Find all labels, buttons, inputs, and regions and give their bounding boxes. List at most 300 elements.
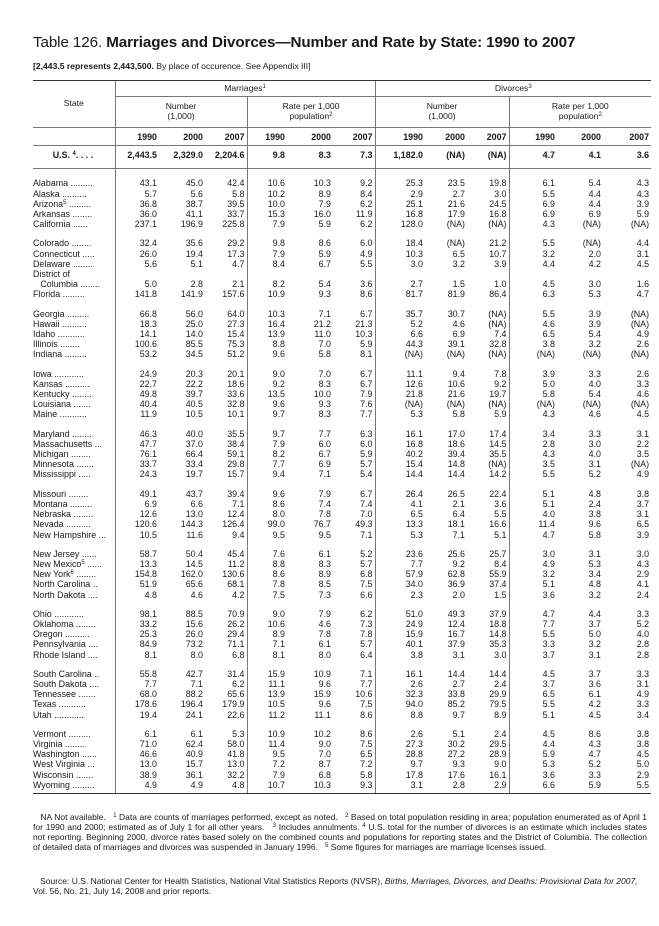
table-cell: 3.3	[509, 639, 557, 649]
table-cell: 26.5	[447, 488, 465, 499]
table-cell: 4.1	[557, 146, 603, 169]
table-cell: 21.6	[447, 389, 465, 400]
table-row	[33, 729, 651, 739]
table-cell: 33.8	[447, 689, 465, 700]
table-cell: 6.5	[509, 689, 557, 699]
table-cell: (NA)	[582, 349, 601, 360]
source-tail: Vol. 56, No. 21, July 14, 2008 and prior reports.	[33, 886, 212, 896]
table-cell: 6.9	[318, 459, 331, 470]
table-cell: (NA)	[375, 349, 425, 359]
table-cell: 10.0	[313, 389, 331, 400]
table-cell: 21.6	[447, 198, 465, 209]
state-name: West Virginia ...	[33, 759, 95, 770]
table-cell: 4.5	[636, 749, 650, 760]
table-cell: 8.7	[318, 759, 331, 770]
table-cell: 49.8	[115, 389, 159, 399]
table-cell: 4.7	[588, 749, 601, 760]
table-cell: 6.8	[360, 569, 373, 580]
table-cell: 10.3	[375, 249, 425, 259]
table-cell: 3.3	[636, 699, 650, 710]
year-header: 1990	[509, 128, 557, 146]
table-cell: 8.2	[247, 279, 287, 289]
footnote-3: Includes annulments.	[278, 822, 360, 832]
state-name: Kentucky ........	[33, 389, 92, 400]
table-row	[33, 689, 651, 699]
table-cell: 8.8	[247, 339, 287, 349]
group-spacer	[33, 229, 651, 238]
table-cell: 120.6	[115, 519, 159, 529]
table-cell: (NA)	[467, 146, 509, 169]
table-cell: 51.0	[375, 609, 425, 619]
table-cell: 4.3	[509, 219, 557, 229]
table-cell: 33.7	[115, 459, 159, 469]
table-cell: 41.1	[185, 209, 203, 220]
table-cell: 3.8	[636, 488, 650, 499]
table-cell: 5.6	[115, 259, 159, 269]
state-name: New Mexico$^5$ ......	[33, 558, 102, 569]
table-cell: 20.3	[185, 368, 203, 379]
table-cell: 6.5	[360, 749, 373, 760]
table-cell: 25.1	[375, 199, 425, 209]
state-name: Wisconsin .......	[33, 769, 94, 780]
table-cell: 6.8	[232, 649, 245, 660]
table-cell: 25.3	[375, 178, 425, 188]
table-cell: 17.3	[227, 248, 245, 259]
table-cell: 7.6	[360, 399, 373, 410]
table-cell: 35.3	[489, 639, 507, 650]
table-cell: (NA)	[446, 219, 465, 230]
table-cell: 5.7	[115, 189, 159, 199]
state-name: Minnesota .......	[33, 459, 94, 470]
table-cell: (NA)	[488, 308, 507, 319]
table-cell: 3.3	[588, 428, 601, 439]
table-cell: 29.9	[489, 689, 507, 700]
table-cell: 4.2	[232, 589, 245, 600]
table-cell: 2.0	[452, 589, 465, 600]
table-cell: 14.8	[489, 629, 507, 640]
table-cell: 57.9	[375, 569, 425, 579]
table-cell: 4.9	[636, 469, 650, 480]
table-cell: 6.1	[115, 729, 159, 739]
table-cell: 144.3	[180, 519, 203, 530]
table-cell: 4.2	[588, 699, 601, 710]
table-cell: 10.7	[489, 248, 507, 259]
table-cell: 5.7	[360, 639, 373, 650]
table-cell: 8.4	[360, 188, 373, 199]
table-cell: (NA)	[582, 238, 601, 249]
table-cell: 7.1	[232, 498, 245, 509]
table-cell: 3.1	[636, 509, 650, 520]
table-cell: 14.5	[185, 558, 203, 569]
table-cell: 37.9	[489, 608, 507, 619]
table-cell: 70.9	[227, 608, 245, 619]
table-cell: 5.3	[232, 728, 245, 739]
table-cell: 18.6	[447, 438, 465, 449]
table-cell: 28.9	[489, 749, 507, 760]
table-cell: 2.4	[636, 589, 650, 600]
table-cell: 1.5	[452, 279, 465, 290]
table-cell: 6.7	[360, 308, 373, 319]
footnote-1: Data are counts of marriages performed, except as noted.	[119, 812, 338, 822]
table-cell: 7.4	[318, 498, 331, 509]
table-cell: 5.0	[636, 759, 650, 770]
table-cell: 14.5	[489, 438, 507, 449]
table-cell: 2.8	[190, 279, 203, 290]
marriages-rate-header: Rate per 1,000 population$^2$	[247, 97, 375, 128]
table-cell: 5.5	[509, 238, 557, 248]
table-cell: (NA)	[488, 399, 507, 410]
table-cell: 37.9	[447, 639, 465, 650]
table-cell: 5.4	[588, 389, 601, 400]
table-cell: 3.6	[494, 498, 507, 509]
table-cell: 17.0	[447, 428, 465, 439]
table-cell: 4.6	[190, 589, 203, 600]
table-cell: 6.9	[115, 499, 159, 509]
table-cell: 4.3	[636, 188, 650, 199]
table-cell: 4.7	[509, 530, 557, 540]
table-cell: 8.4	[494, 558, 507, 569]
table-cell: 7.9	[247, 439, 287, 449]
group-spacer	[33, 600, 651, 609]
table-cell: 36.1	[185, 769, 203, 780]
table-cell: 130.6	[222, 569, 245, 580]
table-cell: 33.7	[227, 209, 245, 220]
table-cell: 7.9	[318, 608, 331, 619]
table-cell: 4.5	[588, 709, 601, 720]
table-cell: 21.2	[489, 238, 507, 249]
table-cell: 13.5	[247, 389, 287, 399]
state-name: Oregon ..........	[33, 629, 90, 640]
state-name: Alaska ..........	[33, 188, 87, 199]
table-cell: 40.9	[185, 749, 203, 760]
table-cell: 4.6	[509, 319, 557, 329]
table-cell: 7.1	[318, 469, 331, 480]
table-cell: 4.3	[509, 409, 557, 419]
table-cell: 128.0	[375, 219, 425, 229]
table-cell: 55.9	[489, 569, 507, 580]
table-cell: 8.1	[247, 650, 287, 660]
table-cell: (NA)	[582, 219, 601, 230]
table-row	[33, 329, 651, 339]
state-name: Montana .........	[33, 498, 93, 509]
table-cell: 8.2	[247, 449, 287, 459]
table-cell: 9.3	[452, 759, 465, 770]
table-cell: 7.9	[360, 389, 373, 400]
table-cell: 5.9	[318, 219, 331, 230]
table-cell: 33.4	[185, 459, 203, 470]
table-cell: 8.9	[247, 629, 287, 639]
table-cell: 7.9	[247, 219, 287, 229]
table-cell: 13.3	[375, 519, 425, 529]
table-cell: 46.6	[115, 749, 159, 759]
table-cell: 68.0	[115, 689, 159, 699]
marriages-number-header: Number (1,000)	[115, 97, 247, 128]
headnote-rest: By place of occurence. See Appendix III]	[153, 61, 311, 71]
table-cell: 81.7	[375, 289, 425, 299]
table-cell: 7.9	[318, 488, 331, 499]
table-cell: 31.4	[227, 668, 245, 679]
table-cell: 10.6	[247, 178, 287, 188]
table-cell: 21.8	[375, 389, 425, 399]
state-name: Wyoming .........	[33, 779, 95, 790]
table-cell: 33.6	[227, 389, 245, 400]
table-cell: 9.4	[232, 529, 245, 540]
table-cell: 10.9	[247, 289, 287, 299]
table-cell: 2.7	[375, 279, 425, 289]
table-cell: 8.0	[190, 649, 203, 660]
table-cell: 11.9	[355, 209, 373, 220]
table-cell: 26.4	[375, 489, 425, 499]
table-cell: 3.2	[588, 639, 601, 650]
year-header: 2000	[287, 128, 333, 146]
table-cell: 40.0	[185, 428, 203, 439]
table-cell: 6.5	[509, 329, 557, 339]
table-cell: (NA)	[509, 349, 557, 359]
table-name: Marriages and Divorces—Number and Rate by State: 1990 to 2007	[106, 34, 576, 51]
divorces-header: Divorces$^3$	[375, 81, 651, 97]
table-cell: 5.0	[588, 629, 601, 640]
group-spacer	[33, 480, 651, 489]
table-cell: 5.4	[588, 178, 601, 189]
table-cell: 5.3	[588, 289, 601, 300]
table-cell: 3.2	[588, 589, 601, 600]
table-cell: 12.6	[375, 379, 425, 389]
table-headnote	[33, 61, 311, 71]
table-cell: 4.9	[360, 248, 373, 259]
table-cell: 10.9	[313, 668, 331, 679]
table-cell: 17.8	[375, 770, 425, 780]
table-cell: 5.1	[509, 579, 557, 589]
table-cell: 9.2	[360, 178, 373, 189]
table-cell: 7.8	[318, 629, 331, 640]
table-cell: (NA)	[630, 219, 650, 230]
table-cell: 2.2	[636, 438, 650, 449]
table-cell: 157.6	[222, 289, 245, 300]
table-cell: 3.0	[375, 259, 425, 269]
table-cell: 8.9	[318, 569, 331, 580]
table-cell: 22.2	[185, 378, 203, 389]
table-cell: 15.3	[247, 209, 287, 219]
table-cell: 8.0	[318, 649, 331, 660]
table-cell: 6.2	[232, 678, 245, 689]
table-cell: 6.8	[318, 769, 331, 780]
table-row	[33, 569, 651, 579]
table-cell: 7.3	[360, 618, 373, 629]
table-row	[33, 489, 651, 499]
table-cell: 2.9	[375, 189, 425, 199]
table-cell: 7.8	[494, 368, 507, 379]
table-cell: (NA)	[446, 349, 465, 360]
table-cell: 10.6	[447, 378, 465, 389]
table-cell: 3.4	[636, 709, 650, 720]
table-cell: 8.6	[247, 499, 287, 509]
table-cell: 51.2	[227, 349, 245, 360]
table-cell: 126.4	[222, 519, 245, 530]
table-cell: 85.2	[447, 699, 465, 710]
table-row	[33, 289, 651, 299]
table-cell: 5.5	[636, 779, 650, 790]
table-cell: 19.7	[489, 389, 507, 400]
table-cell: 6.4	[452, 509, 465, 520]
footnote-na: NA Not available.	[40, 812, 106, 822]
table-cell: (NA)	[488, 349, 507, 360]
state-name: Florida .........	[33, 289, 85, 300]
table-cell: 3.2	[509, 569, 557, 579]
table-cell: 6.9	[509, 209, 557, 219]
table-cell: 5.5	[360, 258, 373, 269]
table-cell: 10.1	[227, 409, 245, 420]
table-cell: 5.1	[509, 499, 557, 509]
table-cell: 7.2	[360, 759, 373, 770]
table-cell: 9.0	[494, 759, 507, 770]
table-cell: 7.6	[247, 549, 287, 559]
table-cell: 62.4	[185, 738, 203, 749]
table-cell: 9.8	[247, 238, 287, 248]
table-row	[33, 579, 651, 589]
table-cell: 16.6	[489, 519, 507, 530]
table-cell: 10.6	[355, 689, 373, 700]
state-name: Idaho ...........	[33, 329, 85, 340]
table-cell: 79.5	[489, 699, 507, 710]
table-cell: 4.4	[588, 188, 601, 199]
table-cell: 7.7	[360, 678, 373, 689]
table-cell: 3.7	[509, 650, 557, 660]
table-cell: 3.7	[509, 679, 557, 689]
table-cell: 100.6	[115, 339, 159, 349]
table-cell: 2.3	[375, 590, 425, 600]
table-cell	[509, 269, 557, 279]
table-cell: 196.9	[180, 219, 203, 230]
table-cell: 6.9	[452, 329, 465, 340]
state-name: Ohio ............	[33, 608, 84, 619]
table-cell: 154.8	[115, 569, 159, 579]
table-cell: 11.1	[247, 679, 287, 689]
table-cell: 7.2	[247, 759, 287, 769]
table-row	[33, 679, 651, 689]
table-cell: 40.4	[115, 399, 159, 409]
table-cell: 6.7	[360, 368, 373, 379]
table-cell: 2.4	[494, 678, 507, 689]
table-cell: 5.5	[509, 189, 557, 199]
table-cell: 10.6	[247, 619, 287, 629]
table-cell: 2.6	[375, 729, 425, 739]
table-cell: 26.0	[115, 249, 159, 259]
table-cell: 4.6	[318, 618, 331, 629]
table-cell: 32.8	[489, 339, 507, 350]
group-spacer	[33, 300, 651, 309]
table-cell: 2.7	[452, 678, 465, 689]
table-cell: 9.6	[318, 678, 331, 689]
table-cell: 7.0	[318, 749, 331, 760]
table-cell: 6.1	[318, 639, 331, 650]
table-title	[33, 34, 633, 51]
table-cell: 10.5	[247, 699, 287, 709]
table-cell: 4.5	[636, 258, 650, 269]
table-row	[33, 639, 651, 649]
table-cell: 10.2	[247, 189, 287, 199]
table-cell: 8.0	[247, 509, 287, 519]
table-row	[33, 269, 651, 279]
table-cell: 5.8	[232, 188, 245, 199]
table-cell: 2.6	[375, 679, 425, 689]
table-cell: 6.6	[509, 780, 557, 790]
table-cell: 7.0	[318, 368, 331, 379]
table-row	[33, 379, 651, 389]
table-cell: 19.4	[185, 248, 203, 259]
year-header: 1990	[115, 128, 159, 146]
table-cell: 3.2	[452, 258, 465, 269]
year-header: 2007	[603, 128, 651, 146]
table-cell: 9.4	[247, 469, 287, 479]
table-cell: 35.6	[185, 238, 203, 249]
table-cell: (NA)	[446, 399, 465, 410]
table-cell: 1.0	[494, 279, 507, 290]
table-row	[33, 279, 651, 289]
table-cell: 5.4	[318, 279, 331, 290]
table-cell: (NA)	[630, 308, 650, 319]
table-cell: 6.2	[360, 198, 373, 209]
table-cell: 25.6	[447, 548, 465, 559]
table-cell: 5.4	[360, 469, 373, 480]
table-cell: 86.4	[489, 289, 507, 300]
table-row	[33, 469, 651, 479]
table-cell: 3.8	[588, 509, 601, 520]
table-cell: 6.5	[375, 509, 425, 519]
table-cell: 7.9	[247, 770, 287, 780]
divorces-number-header: Number (1,000)	[375, 97, 509, 128]
state-name: Hawaii ..........	[33, 318, 87, 329]
table-cell: 3.0	[494, 188, 507, 199]
table-cell: 7.1	[190, 678, 203, 689]
state-name: New Jersey ......	[33, 548, 97, 559]
table-cell: 6.7	[360, 488, 373, 499]
table-cell: (NA)	[488, 318, 507, 329]
table-cell: 5.2	[360, 548, 373, 559]
table-row	[33, 559, 651, 569]
table-cell: 24.5	[489, 198, 507, 209]
table-cell: 13.9	[247, 329, 287, 339]
table-cell: 5.2	[588, 469, 601, 480]
table-cell: (NA)	[375, 399, 425, 409]
table-cell: 10.3	[247, 309, 287, 319]
table-cell: 88.2	[185, 689, 203, 700]
state-name: Maine ...........	[33, 409, 87, 420]
table-cell: 6.7	[318, 258, 331, 269]
state-name: Washington ......	[33, 749, 97, 760]
table-cell: 3.3	[636, 608, 650, 619]
headnote-bold: [2,443.5 represents 2,443,500.	[33, 61, 154, 71]
table-cell: 11.4	[247, 739, 287, 749]
table-cell: 3.0	[588, 438, 601, 449]
table-cell: 3.5	[636, 449, 650, 460]
table-cell: 7.8	[247, 579, 287, 589]
table-cell: 8.9	[318, 188, 331, 199]
table-cell: 10.5	[185, 409, 203, 420]
table-body	[33, 146, 651, 794]
table-cell: 22.7	[115, 379, 159, 389]
table-cell: 11.4	[509, 519, 557, 529]
table-cell: 4.9	[115, 780, 159, 790]
table-cell: 10.5	[115, 530, 159, 540]
table-cell: 1.5	[494, 589, 507, 600]
us-total-row	[33, 146, 651, 169]
footnote-4: U.S. total for the number of divorces is an estimate which includes states not reporting. Beginning 2000, divorce rates based solely on the combined counts and populations for reporting states and the District of Columbia. The collection of detailed data of marriages and divorces was suspended in January 1996.	[33, 822, 647, 852]
table-cell: 2.4	[494, 728, 507, 739]
table-cell: 9.7	[375, 759, 425, 769]
table-cell: 8.1	[360, 349, 373, 360]
table-cell: 29.2	[227, 238, 245, 249]
table-cell: 3.2	[509, 249, 557, 259]
